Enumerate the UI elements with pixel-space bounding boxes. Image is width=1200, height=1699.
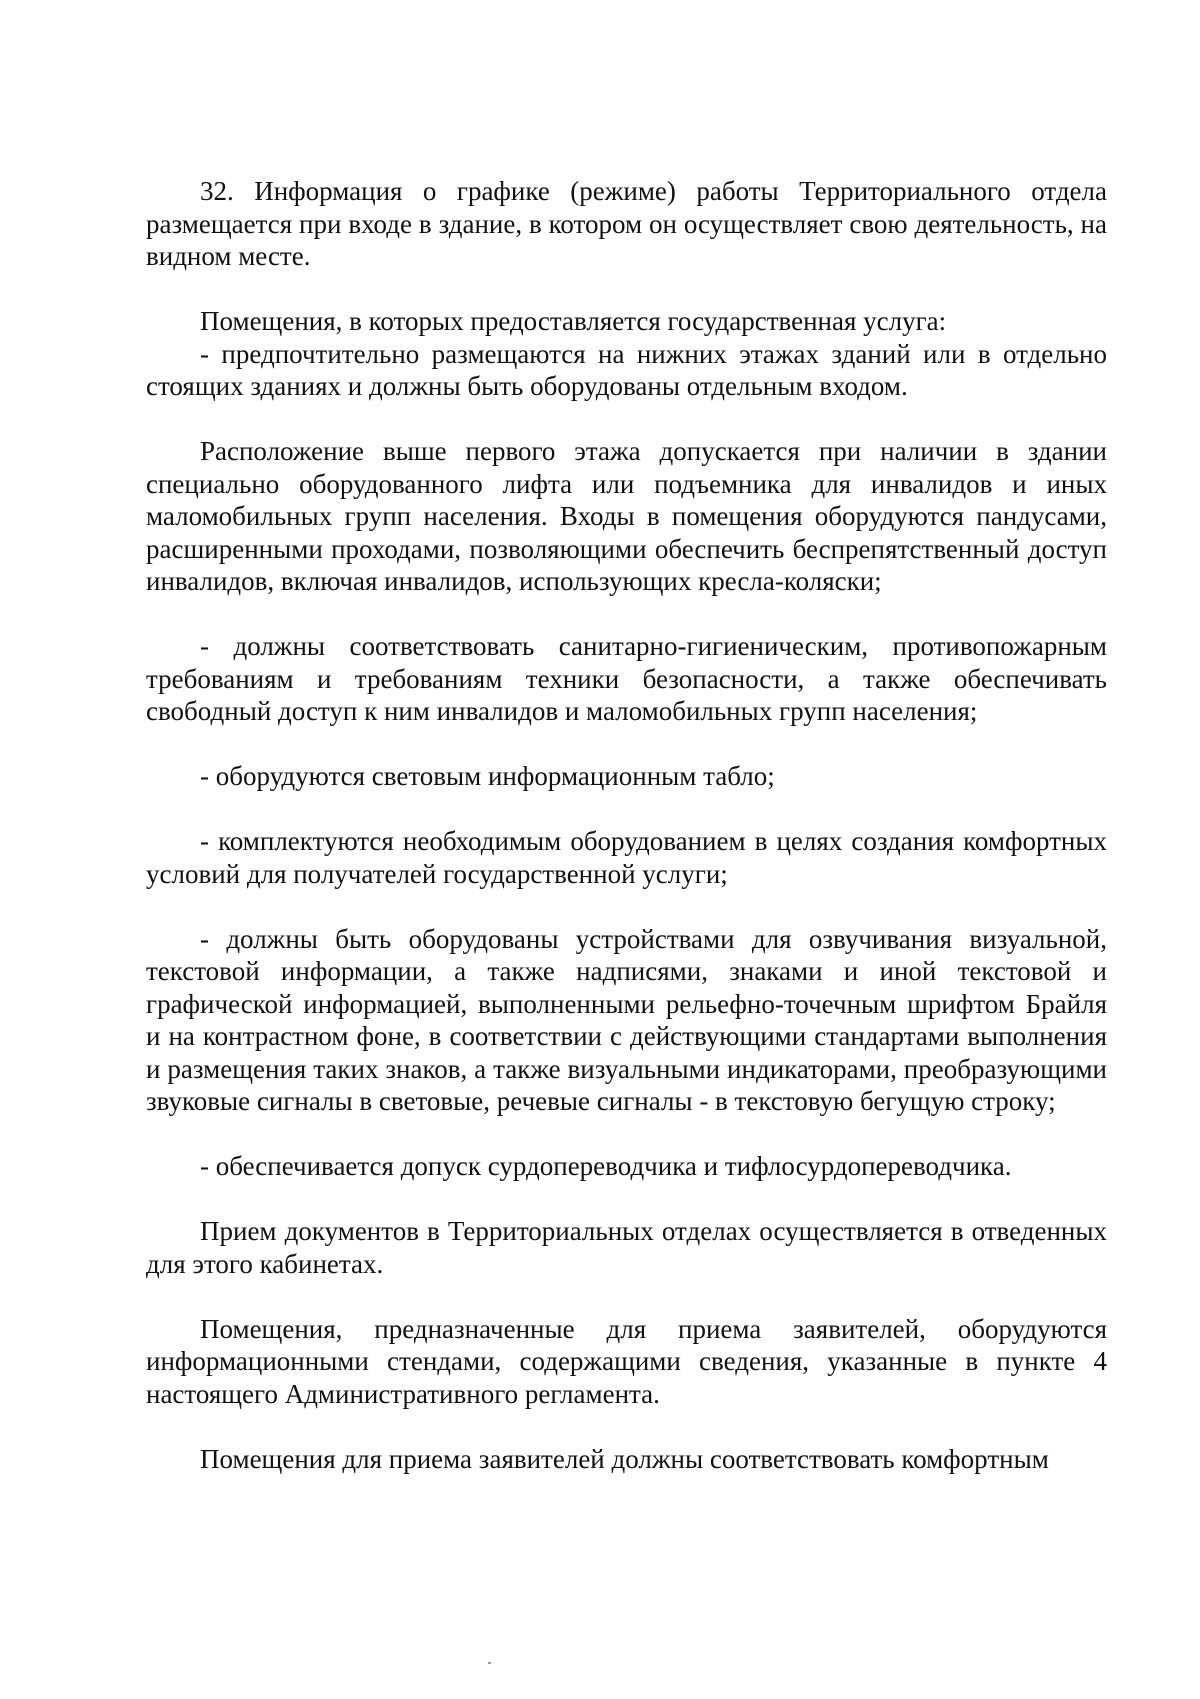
paragraph-accessibility-devices: - должны быть оборудованы устройствами для озвучивания визуальной, текстовой информации, а также надписями, знаками и иной текстовой и графической информацией, выполненными рельефно-точечным шрифтом Брайля и на контрастном фоне, в соответствии с действующими стандартами выполнения и размещения таких знаков, а также визуальными индикаторами, преобразующими звуковые сигналы в световые, речевые сигналы - в текстовую бегущую строку; [146,923,1107,1116]
paragraph-lower-floors: - предпочтительно размещаются на нижних этажах зданий или в отдельно стоящих зданиях и должны быть оборудованы отдельным входом. [146,338,1107,401]
paragraph-sanitary-requirements: - должны соответствовать санитарно-гигиеническим, противопожарным требованиям и требованиям техники безопасности, а также обеспечивать свободный доступ к ним инвалидов и маломобильных групп населения; [146,631,1107,726]
paragraph-premises-intro: Помещения, в которых предоставляется государственная услуга: [200,306,947,336]
paragraph-upper-floor-access: Расположение выше первого этажа допускается при наличии в здании специально оборудованного лифта или подъемника для инвалидов и иных маломобильных групп населения. Входы в помещения оборудуются пандусами, расширенными проходами, позволяющими обеспечить беспрепятственный доступ инвалидов, включая инвалидов, использующих кресла-коляски; [146,436,1107,596]
paragraph-document-reception: Прием документов в Территориальных отделах осуществляется в отведенных для этого кабинетах. [146,1216,1107,1279]
scan-artifact-dot [488,1662,491,1664]
paragraph-equipment: - комплектуются необходимым оборудованием в целях создания комфортных условий для получателей государственной услуги; [146,826,1107,889]
document-body [146,175,1107,1475]
paragraph-info-stands: Помещения, предназначенные для приема заявителей, оборудуются информационными стендами, содержащими сведения, указанные в пункте 4 настоящего Административного регламента. [146,1313,1107,1409]
paragraph-interpreters: - обеспечивается допуск сурдопереводчика и тифлосурдопереводчика. [200,1151,1012,1181]
paragraph-reception-comfort: Помещения для приема заявителей должны соответствовать комфортным [200,1443,1049,1474]
paragraph-light-display: - оборудуются световым информационным табло; [200,761,775,791]
paragraph-32-schedule-info: 32. Информация о графике (режиме) работы Территориального отдела размещается при входе в здание, в котором он осуществляет свою деятельность, на видном месте. [146,176,1107,271]
